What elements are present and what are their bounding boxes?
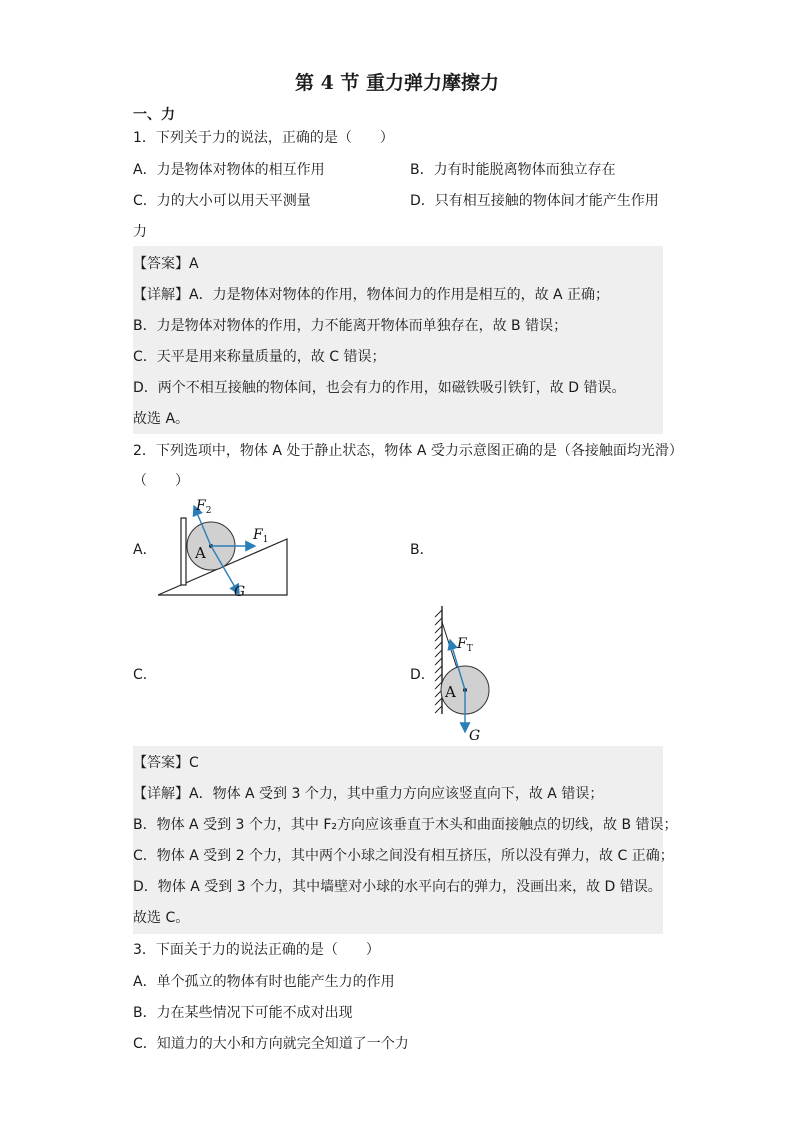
label-f2-sub: 2 [205, 506, 212, 516]
q1-option-c: C．力的大小可以用天平测量 [133, 193, 311, 209]
label-f2: F [196, 498, 206, 514]
label-g: G [469, 728, 481, 744]
q1-answer-block [133, 246, 663, 434]
q2-detail-line: B．物体 A 受到 3 个力，其中 F₂方向应该垂直于木头和曲面接触点的切线，故 B 错误； [133, 817, 678, 833]
q2-detail-line: 【详解】A．物体 A 受到 3 个力，其中重力方向应该竖直向下，故 A 错误； [133, 786, 604, 802]
q2-option-d-label: D． [410, 667, 435, 683]
q2-detail-line: D．物体 A 受到 3 个力，其中墙壁对小球的水平向右的弹力，没画出来，故 D 错误。 [133, 879, 662, 895]
q2-option-b-label: B． [410, 542, 434, 558]
label-ball-a: A [445, 683, 456, 701]
q1-answer: 【答案】A [133, 256, 199, 272]
page-title: 第 4 节 重力弹力摩擦力 [294, 72, 500, 94]
label-f1: F [253, 527, 263, 543]
q3-option-a: A．单个孤立的物体有时也能产生力的作用 [133, 974, 395, 990]
svg-text:F1 [252, 527, 268, 545]
q2-detail-line: 故选 C。 [133, 910, 190, 926]
label-g: G [234, 584, 246, 600]
q1-option-d-continued: 力 [133, 224, 147, 240]
section-heading: 一、力 [133, 107, 175, 123]
q1-detail-line: 【详解】A．力是物体对物体的作用，物体间力的作用是相互的，故 A 正确； [133, 287, 610, 303]
q1-detail-line: D．两个不相互接触的物体间，也会有力的作用，如磁铁吸引铁钉，故 D 错误。 [133, 380, 626, 396]
label-ft: F [457, 636, 467, 652]
figure-d-wall-diagram [430, 604, 500, 744]
q1-stem: 1．下列关于力的说法，正确的是（ ） [133, 130, 394, 146]
q1-detail-line: 故选 A。 [133, 411, 190, 427]
label-f1-sub: 1 [262, 535, 269, 545]
q2-stem-continued: （ ） [133, 473, 189, 489]
q2-stem: 2．下列选项中，物体 A 处于静止状态，物体 A 受力示意图正确的是（各接触面均光滑） [133, 443, 683, 459]
q2-answer: 【答案】C [133, 755, 199, 771]
q1-detail-line: B．力是物体对物体的作用，力不能离开物体而单独存在，故 B 错误； [133, 318, 568, 334]
q3-stem: 3．下面关于力的说法正确的是（ ） [133, 942, 380, 958]
q3-option-c: C．知道力的大小和方向就完全知道了一个力 [133, 1036, 409, 1052]
svg-text:F2 [195, 498, 211, 516]
label-ball-a: A [195, 544, 206, 562]
q2-answer-block [133, 746, 663, 934]
q2-option-c-label: C． [133, 667, 157, 683]
q1-option-a: A．力是物体对物体的相互作用 [133, 162, 325, 178]
wall [435, 606, 442, 714]
q1-option-d: D．只有相互接触的物体间才能产生作用 [410, 193, 659, 209]
vertical-board [181, 518, 186, 585]
q3-option-b: B．力在某些情况下可能不成对出现 [133, 1005, 353, 1021]
q1-option-b: B．力有时能脱离物体而独立存在 [410, 162, 616, 178]
q1-detail-line: C．天平是用来称量质量的，故 C 错误； [133, 349, 386, 365]
q2-option-a-label: A． [133, 542, 157, 558]
label-ft-sub: T [466, 644, 473, 654]
svg-text:FT [456, 636, 473, 654]
figure-a-incline-diagram [150, 496, 300, 600]
q2-detail-line: C．物体 A 受到 2 个力，其中两个小球之间没有相互挤压，所以没有弹力，故 C 正确； [133, 848, 674, 864]
